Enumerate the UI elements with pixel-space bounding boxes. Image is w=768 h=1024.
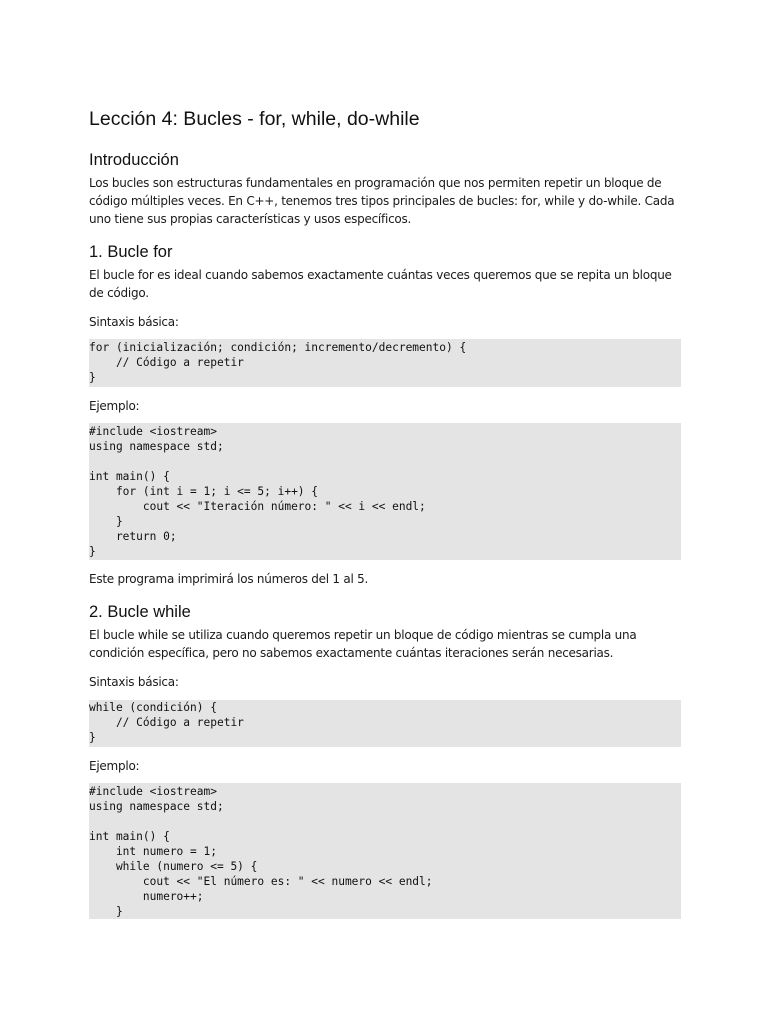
for-syntax-code-block: for (inicialización; condición; incremento/decremento) { // Código a repetir } [89, 339, 681, 387]
while-syntax-label: Sintaxis básica: [89, 675, 179, 689]
while-paragraph: El bucle while se utiliza cuando queremos repetir un bloque de código mientras se cumpla una condición específica, pero no sabemos exactamente cuántas iteraciones serán necesarias. [89, 628, 637, 660]
page-title: Lección 4: Bucles - for, while, do-while [89, 108, 420, 130]
while-syntax-code-block: while (condición) { // Código a repetir } [89, 700, 681, 747]
for-example-code-block: #include <iostream> using namespace std; int main() { for (int i = 1; i <= 5; i++) { cout << "Iteración número: " << i << endl; } return 0; } [89, 423, 681, 560]
intro-heading: Introducción [89, 151, 179, 169]
while-example-label: Ejemplo: [89, 759, 140, 773]
for-example-label: Ejemplo: [89, 399, 140, 413]
while-example-code-block: #include <iostream> using namespace std; int main() { int numero = 1; while (numero <= 5) { cout << "El número es: " << numero << endl; numero++; } [89, 783, 681, 919]
for-note: Este programa imprimirá los números del 1 al 5. [89, 572, 369, 586]
while-heading: 2. Bucle while [89, 603, 191, 621]
document-page [89, 106, 681, 919]
intro-paragraph: Los bucles son estructuras fundamentales en programación que nos permiten repetir un bloque de código múltiples veces. En C++, tenemos tres tipos principales de bucles: for, while y do-while. Cada uno tiene sus propias características y usos específicos. [89, 176, 675, 226]
for-paragraph: El bucle for es ideal cuando sabemos exactamente cuántas veces queremos que se repita un bloque de código. [89, 268, 672, 300]
for-syntax-label: Sintaxis básica: [89, 315, 179, 329]
for-heading: 1. Bucle for [89, 243, 173, 261]
